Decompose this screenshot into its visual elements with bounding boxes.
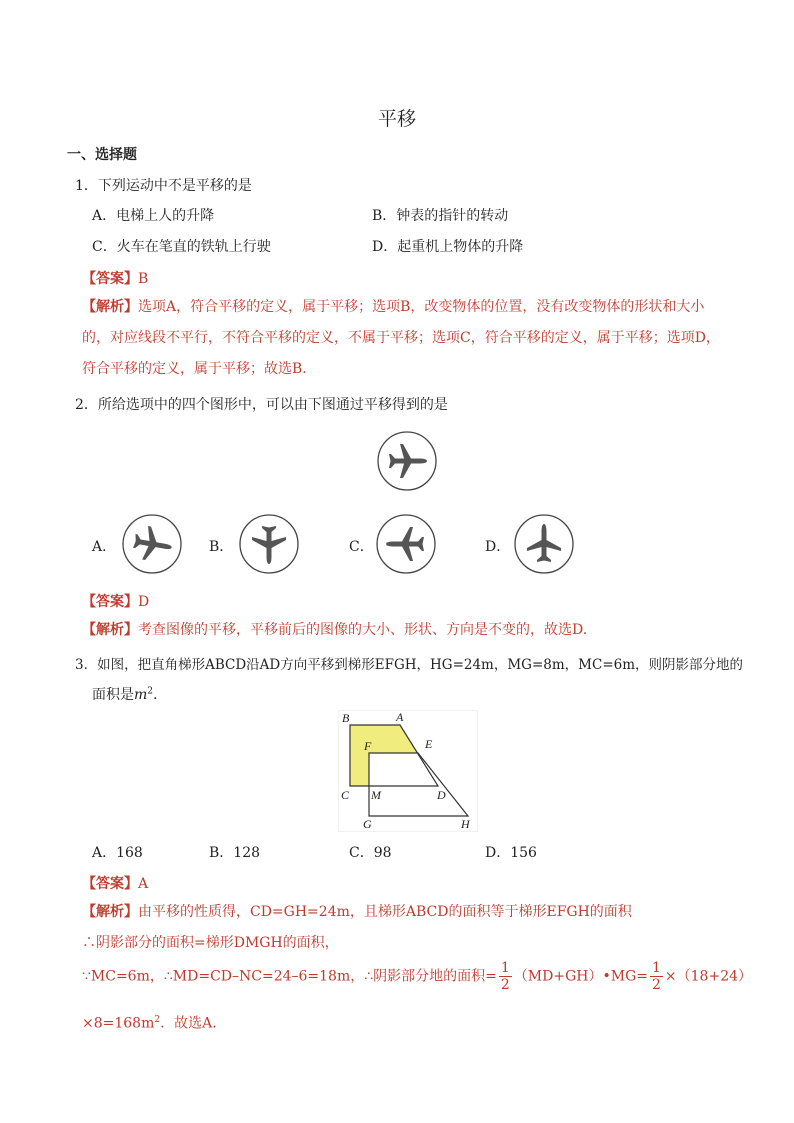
frac-num: 1 <box>500 960 510 976</box>
label-e: E <box>425 737 433 751</box>
expl-sup: 2 <box>154 1015 161 1025</box>
q3-option-b[interactable]: B．128 <box>209 845 261 861</box>
stem-unit: m <box>134 687 148 703</box>
answer-value: A <box>138 876 149 892</box>
q1-option-b[interactable]: B．钟表的指针的转动 <box>372 208 509 224</box>
q1-option-c[interactable]: C．火车在笔直的铁轨上行驶 <box>92 239 271 255</box>
explanation-tag: 【解析】 <box>82 622 138 638</box>
q1-option-a[interactable]: A．电梯上人的升降 <box>92 208 215 224</box>
label-b: B <box>342 711 350 725</box>
stem-sup: 2 <box>147 686 154 697</box>
q1-option-d[interactable]: D．起重机上物体的升降 <box>372 239 524 255</box>
stem-end: . <box>153 687 158 703</box>
explanation-text: 由平移的性质得，CD=GH=24m，且梯形ABCD的面积等于梯形EFGH的面积 <box>138 904 632 920</box>
expl-part-c: ×（18+24） <box>664 968 753 985</box>
label-m: M <box>371 788 381 802</box>
q2-explanation <box>82 615 587 646</box>
frac-den: 2 <box>500 977 510 993</box>
explanation-text: 考查图像的平移，平移前后的图像的大小、形状、方向是不变的，故选D. <box>138 622 588 638</box>
q2-label-a[interactable]: A． <box>92 539 117 555</box>
page-title: 平移 <box>377 108 416 130</box>
label-f: F <box>364 739 372 753</box>
q1-stem: 1．下列运动中不是平移的是 <box>75 178 252 194</box>
answer-value: D <box>138 594 150 610</box>
q2-option-a-figure[interactable] <box>121 513 183 575</box>
trapezoid-figure <box>338 710 478 832</box>
trapezoid-efgh <box>369 753 468 816</box>
q3-stem-line2 <box>92 684 157 704</box>
expl-end: ．故选A． <box>160 1015 227 1032</box>
fraction-half <box>499 960 512 993</box>
explanation-text: 选项A，符合平移的定义，属于平移；选项B，改变物体的位置，没有改变物体的形状和大小 <box>138 299 705 315</box>
q3-option-c[interactable]: C．98 <box>349 845 392 861</box>
q2-label-c[interactable]: C． <box>349 539 374 555</box>
label-a: A <box>396 710 404 724</box>
q2-option-b-figure[interactable] <box>238 513 300 575</box>
q3-stem-line1: 3．如图，把直角梯形ABCD沿AD方向平移到梯形EFGH，HG=24m，MG=8m，MC=6m，则阴影部分地的 <box>75 657 744 673</box>
label-c: C <box>341 788 350 802</box>
label-g: G <box>363 817 372 831</box>
original-plane-figure <box>376 430 438 492</box>
q1-explanation-line3: 符合平移的定义，属于平移；故选B． <box>82 361 317 377</box>
q2-label-b[interactable]: B． <box>209 539 234 555</box>
label-d: D <box>437 788 446 802</box>
fraction-half-2 <box>650 960 663 993</box>
explanation-tag: 【解析】 <box>82 904 138 920</box>
frac-den: 2 <box>652 977 661 993</box>
expl-part-a: ∵MC=6m，∴MD=CD–NC=24–6=18m，∴阴影部分地的面积= <box>82 968 497 985</box>
q2-option-c-figure[interactable] <box>375 513 437 575</box>
q1-answer <box>82 268 148 288</box>
q3-option-d[interactable]: D．156 <box>485 845 537 861</box>
q3-explanation-line3 <box>82 960 752 993</box>
answer-tag: 【答案】 <box>82 271 138 287</box>
answer-tag: 【答案】 <box>82 594 138 610</box>
frac-num: 1 <box>652 960 661 976</box>
answer-value: B <box>138 271 149 287</box>
q3-explanation-line4 <box>82 1005 226 1040</box>
q3-answer <box>82 873 148 893</box>
q3-explanation-line2: ∴阴影部分的面积=梯形DMGH的面积， <box>82 935 339 951</box>
shaded-region <box>350 725 418 786</box>
q2-option-d-figure[interactable] <box>513 513 575 575</box>
expl-result: ×8=168m <box>82 1015 155 1032</box>
q3-option-a[interactable]: A．168 <box>92 845 143 861</box>
label-h: H <box>461 817 470 831</box>
q2-stem: 2．所给选项中的四个图形中，可以由下图通过平移得到的是 <box>75 397 448 413</box>
q3-explanation-line1 <box>82 897 632 928</box>
answer-tag: 【答案】 <box>82 876 138 892</box>
expl-part-b: （MD+GH）•MG= <box>513 968 648 985</box>
q1-explanation-line2: 的，对应线段不平行，不符合平移的定义，不属于平移；选项C，符合平移的定义，属于平移；选项D， <box>82 330 720 346</box>
explanation-tag: 【解析】 <box>82 299 138 315</box>
q2-answer <box>82 591 149 611</box>
stem-text: 面积是 <box>92 687 134 703</box>
q2-label-d[interactable]: D． <box>485 539 511 555</box>
section-heading: 一、选择题 <box>67 147 137 163</box>
q1-explanation-line1 <box>82 292 704 323</box>
